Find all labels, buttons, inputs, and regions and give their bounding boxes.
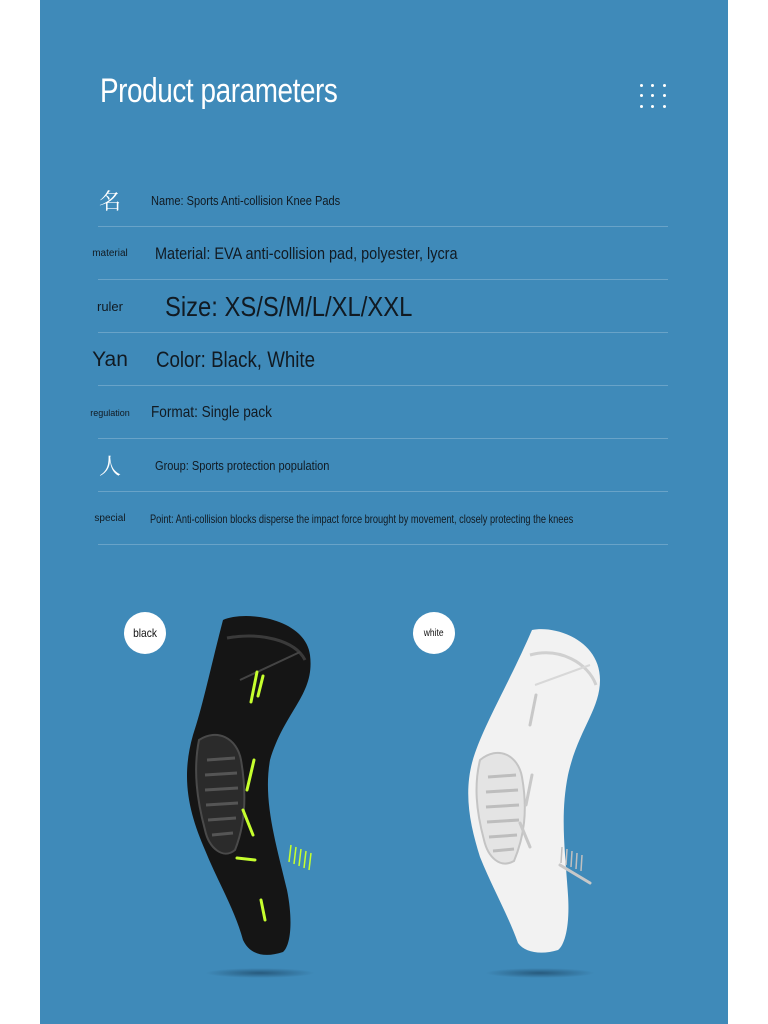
- color-badge-black: black: [124, 612, 166, 654]
- param-row-name: [40, 174, 728, 227]
- param-label-name: 名: [98, 189, 121, 214]
- row-divider: [98, 544, 668, 545]
- black-pad-shadow: [205, 968, 315, 978]
- dots-grid-icon: [636, 80, 670, 112]
- param-label-ruler: ruler: [96, 299, 123, 314]
- param-row-color: [40, 333, 728, 386]
- white-knee-pad-image: [450, 625, 610, 960]
- param-value-color: Color: Black, White: [156, 346, 316, 372]
- param-value-group: Group: Sports protection population: [155, 458, 330, 473]
- black-pad-vent-lines: [289, 845, 311, 870]
- param-value-format: Format: Single pack: [151, 403, 272, 421]
- param-value-material: Material: EVA anti-collision pad, polyester, lycra: [155, 243, 458, 263]
- param-row-material: [40, 227, 728, 280]
- product-parameters-panel: [40, 0, 728, 1024]
- param-value-name: Name: Sports Anti-collision Knee Pads: [151, 193, 341, 208]
- color-badge-white: white: [413, 612, 455, 654]
- param-label-yan: Yan: [92, 347, 128, 371]
- param-value-size: Size: XS/S/M/L/XL/XXL: [165, 290, 413, 322]
- page-title: Product parameters: [100, 72, 338, 110]
- param-label-regulation: regulation: [90, 407, 130, 418]
- param-label-person: 人: [98, 454, 121, 479]
- white-pad-shadow: [485, 968, 595, 978]
- param-label-material: material: [92, 248, 128, 259]
- param-row-format: [40, 386, 728, 439]
- param-label-special: special: [94, 513, 126, 524]
- param-value-point: Point: Anti-collision blocks disperse the impact force brought by movement, closely protecting the knees: [150, 511, 574, 526]
- param-row-group: [40, 439, 728, 492]
- black-knee-pad-image: [165, 610, 325, 960]
- param-row-point: [40, 492, 728, 545]
- param-row-size: [40, 280, 728, 333]
